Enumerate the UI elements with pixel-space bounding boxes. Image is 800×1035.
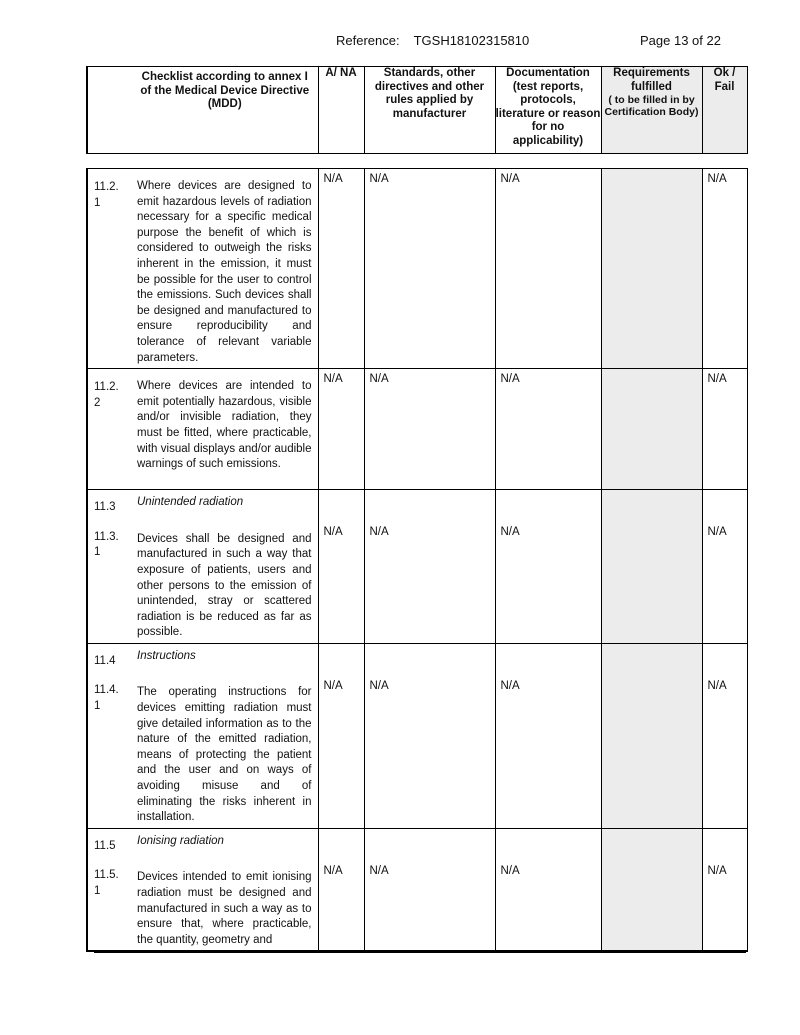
number-cell bbox=[87, 369, 131, 490]
number-cell bbox=[87, 828, 131, 951]
col-okfail: Ok / Fail bbox=[702, 67, 747, 154]
ana-cell bbox=[318, 369, 364, 490]
requirement-cell bbox=[131, 643, 318, 828]
documentation-value: N/A bbox=[500, 173, 520, 185]
okfail-cell bbox=[702, 369, 747, 490]
standards-value: N/A bbox=[369, 373, 389, 386]
requirements-cell bbox=[601, 643, 702, 828]
reference-label: Reference: bbox=[336, 33, 400, 48]
documentation-value: N/A bbox=[500, 373, 520, 386]
number-cell bbox=[87, 490, 131, 644]
requirement-text: Devices shall be designed and manufactured in such a way that exposure of patients, users and other persons to the emission of unintended, stray or scattered radiation is be reduced as far as possible. bbox=[137, 532, 312, 639]
requirement-cell bbox=[131, 828, 318, 951]
col-requirements-note: ( to be filled in by Certification Body) bbox=[604, 94, 699, 118]
number-cell bbox=[87, 169, 131, 369]
documentation-cell bbox=[495, 169, 601, 369]
documentation-cell bbox=[495, 643, 601, 828]
standards-cell bbox=[364, 369, 495, 490]
ana-value: N/A bbox=[323, 864, 343, 877]
item-number: 11.5.1 bbox=[94, 869, 119, 897]
ana-value: N/A bbox=[323, 173, 343, 185]
table-row bbox=[87, 643, 747, 828]
okfail-cell bbox=[702, 643, 747, 828]
requirement-text: Where devices are intended to emit potentially hazardous, visible and/or invisible radiation, they must be fitted, where practicable, with visual displays and/or audible warnings of such emissions. bbox=[137, 380, 312, 471]
documentation-value: N/A bbox=[500, 679, 520, 692]
section-heading: Ionising radiation bbox=[137, 834, 224, 847]
standards-value: N/A bbox=[369, 864, 389, 877]
footer-divider bbox=[94, 952, 746, 953]
ana-cell bbox=[318, 643, 364, 828]
requirement-cell bbox=[131, 169, 318, 369]
page-number: Page 13 of 22 bbox=[640, 33, 721, 48]
reference bbox=[336, 33, 529, 48]
okfail-cell bbox=[702, 169, 747, 369]
documentation-value: N/A bbox=[500, 526, 520, 539]
okfail-value: N/A bbox=[707, 173, 727, 185]
item-number: 11.3.1 bbox=[94, 530, 119, 559]
requirement-text: The operating instructions for devices emitting radiation must give detailed information as to the nature of the emitted radiation, means of protecting the patient and the user and on ways of avoiding misuse and of eliminating the risks inherent in installation. bbox=[137, 686, 312, 824]
col-standards: Standards, other directives and other rules applied by manufacturer bbox=[364, 67, 495, 154]
okfail-value: N/A bbox=[707, 526, 727, 539]
standards-value: N/A bbox=[369, 526, 389, 539]
okfail-cell bbox=[702, 490, 747, 644]
table-row bbox=[87, 369, 747, 490]
requirements-cell bbox=[601, 369, 702, 490]
requirements-cell bbox=[601, 828, 702, 951]
col-checklist: Checklist according to annex I of the Medical Device Directive (MDD) bbox=[87, 67, 318, 154]
section-number: 11.4 bbox=[94, 654, 116, 667]
documentation-cell bbox=[495, 369, 601, 490]
section-number: 11.5 bbox=[94, 839, 116, 852]
requirement-text: Devices intended to emit ionising radiation must be designed and manufactured in such a way as to ensure that, where practicable, the quantity, geometry and bbox=[137, 871, 312, 946]
requirement-cell bbox=[131, 369, 318, 490]
col-requirements bbox=[601, 67, 702, 154]
section-heading: Instructions bbox=[137, 649, 196, 662]
header-table bbox=[86, 66, 748, 154]
standards-value: N/A bbox=[369, 679, 389, 692]
ana-value: N/A bbox=[323, 679, 343, 692]
table-row bbox=[87, 490, 747, 644]
standards-cell bbox=[364, 169, 495, 369]
requirements-cell bbox=[601, 490, 702, 644]
item-number: 11.2.1 bbox=[94, 181, 119, 209]
okfail-cell bbox=[702, 828, 747, 951]
section-number: 11.3 bbox=[94, 501, 116, 514]
requirement-cell bbox=[131, 490, 318, 644]
standards-cell bbox=[364, 643, 495, 828]
item-number: 11.4.1 bbox=[94, 684, 119, 713]
okfail-value: N/A bbox=[707, 864, 727, 877]
requirements-cell bbox=[601, 169, 702, 369]
section-heading: Unintended radiation bbox=[137, 496, 244, 509]
okfail-value: N/A bbox=[707, 373, 727, 386]
documentation-cell bbox=[495, 490, 601, 644]
checklist-table bbox=[86, 168, 748, 952]
standards-value: N/A bbox=[369, 173, 389, 185]
item-number: 11.2.2 bbox=[94, 381, 119, 409]
requirement-text: Where devices are designed to emit hazardous levels of radiation necessary for a specific medical purpose the benefit of which is considered to outweigh the risks inherent in the emission, it must be possible for the user to control the emissions. Such devices shall be designed and manufactured to ensure reproducibility and tolerance of relevant variable parameters. bbox=[137, 180, 312, 364]
documentation-value: N/A bbox=[500, 864, 520, 877]
standards-cell bbox=[364, 490, 495, 644]
number-cell bbox=[87, 643, 131, 828]
documentation-cell bbox=[495, 828, 601, 951]
okfail-value: N/A bbox=[707, 679, 727, 692]
standards-cell bbox=[364, 828, 495, 951]
col-ana: A/ NA bbox=[318, 67, 364, 154]
table-row bbox=[87, 169, 747, 369]
ana-value: N/A bbox=[323, 373, 343, 386]
ana-cell bbox=[318, 828, 364, 951]
col-requirements-title: Requirements fulfilled bbox=[613, 67, 690, 93]
col-documentation: Documentation (test reports, protocols, literature or reason for no applicability) bbox=[495, 67, 601, 154]
reference-value: TGSH18102315810 bbox=[413, 33, 530, 48]
ana-value: N/A bbox=[323, 526, 343, 539]
table-row bbox=[87, 828, 747, 951]
ana-cell bbox=[318, 490, 364, 644]
ana-cell bbox=[318, 169, 364, 369]
